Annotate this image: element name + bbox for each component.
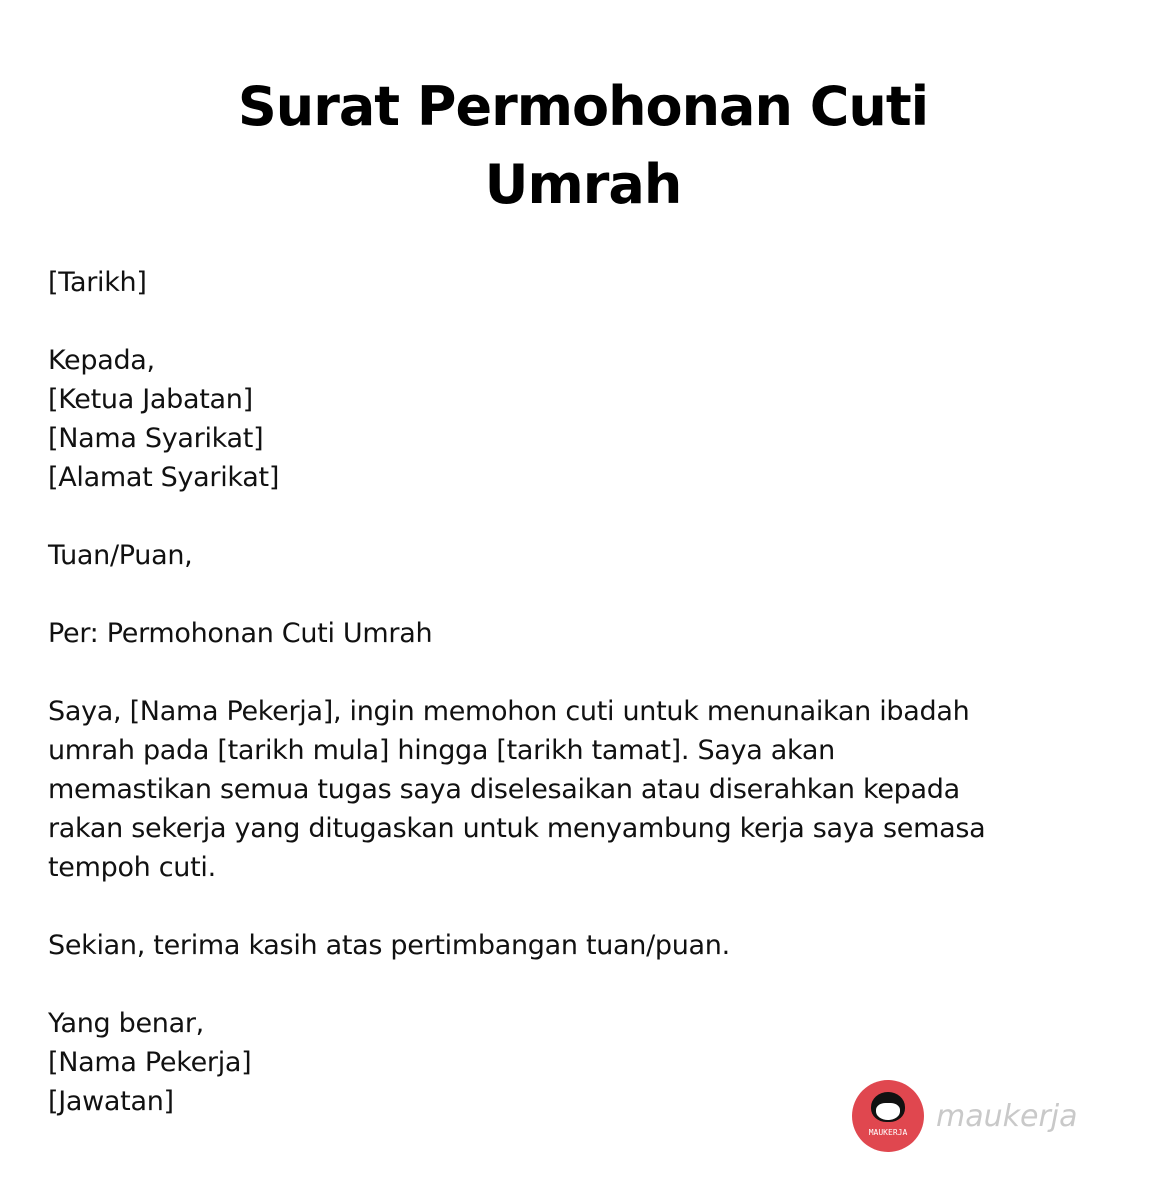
recipient-line: [Ketua Jabatan] — [48, 384, 253, 415]
letter-title — [0, 68, 1166, 224]
body-paragraph — [48, 692, 1128, 887]
paragraph-line: umrah pada [tarikh mula] hingga [tarikh tamat]. Saya akan — [48, 735, 835, 766]
signoff-closing: Yang benar, — [48, 1008, 204, 1039]
paragraph-line: rakan sekerja yang ditugaskan untuk menyambung kerja saya semasa — [48, 813, 986, 844]
signoff-name: [Nama Pekerja] — [48, 1047, 252, 1078]
recipient-to: Kepada, — [48, 345, 155, 376]
title-line: Surat Permohonan Cuti — [237, 75, 929, 138]
closing-remark: Sekian, terima kasih atas pertimbangan tuan/puan. — [48, 930, 730, 961]
badge-text: MAUKERJA — [868, 1128, 908, 1137]
recipient-line: [Nama Syarikat] — [48, 423, 264, 454]
logo-wordmark: maukerja — [936, 1098, 1078, 1134]
paragraph-line: tempoh cuti. — [48, 852, 216, 883]
mascot-badge-icon — [852, 1080, 924, 1152]
title-line: Umrah — [484, 153, 682, 216]
date-placeholder: [Tarikh] — [48, 267, 147, 298]
paragraph-line: Saya, [Nama Pekerja], ingin memohon cuti untuk menunaikan ibadah — [48, 696, 970, 727]
maukerja-logo — [852, 1080, 1078, 1152]
signoff-position: [Jawatan] — [48, 1086, 174, 1117]
recipient-line: [Alamat Syarikat] — [48, 462, 280, 493]
paragraph-line: memastikan semua tugas saya diselesaikan atau diserahkan kepada — [48, 774, 960, 805]
letter-body — [48, 263, 1128, 1121]
subject-line: Per: Permohonan Cuti Umrah — [48, 618, 433, 649]
greeting: Tuan/Puan, — [48, 540, 193, 571]
